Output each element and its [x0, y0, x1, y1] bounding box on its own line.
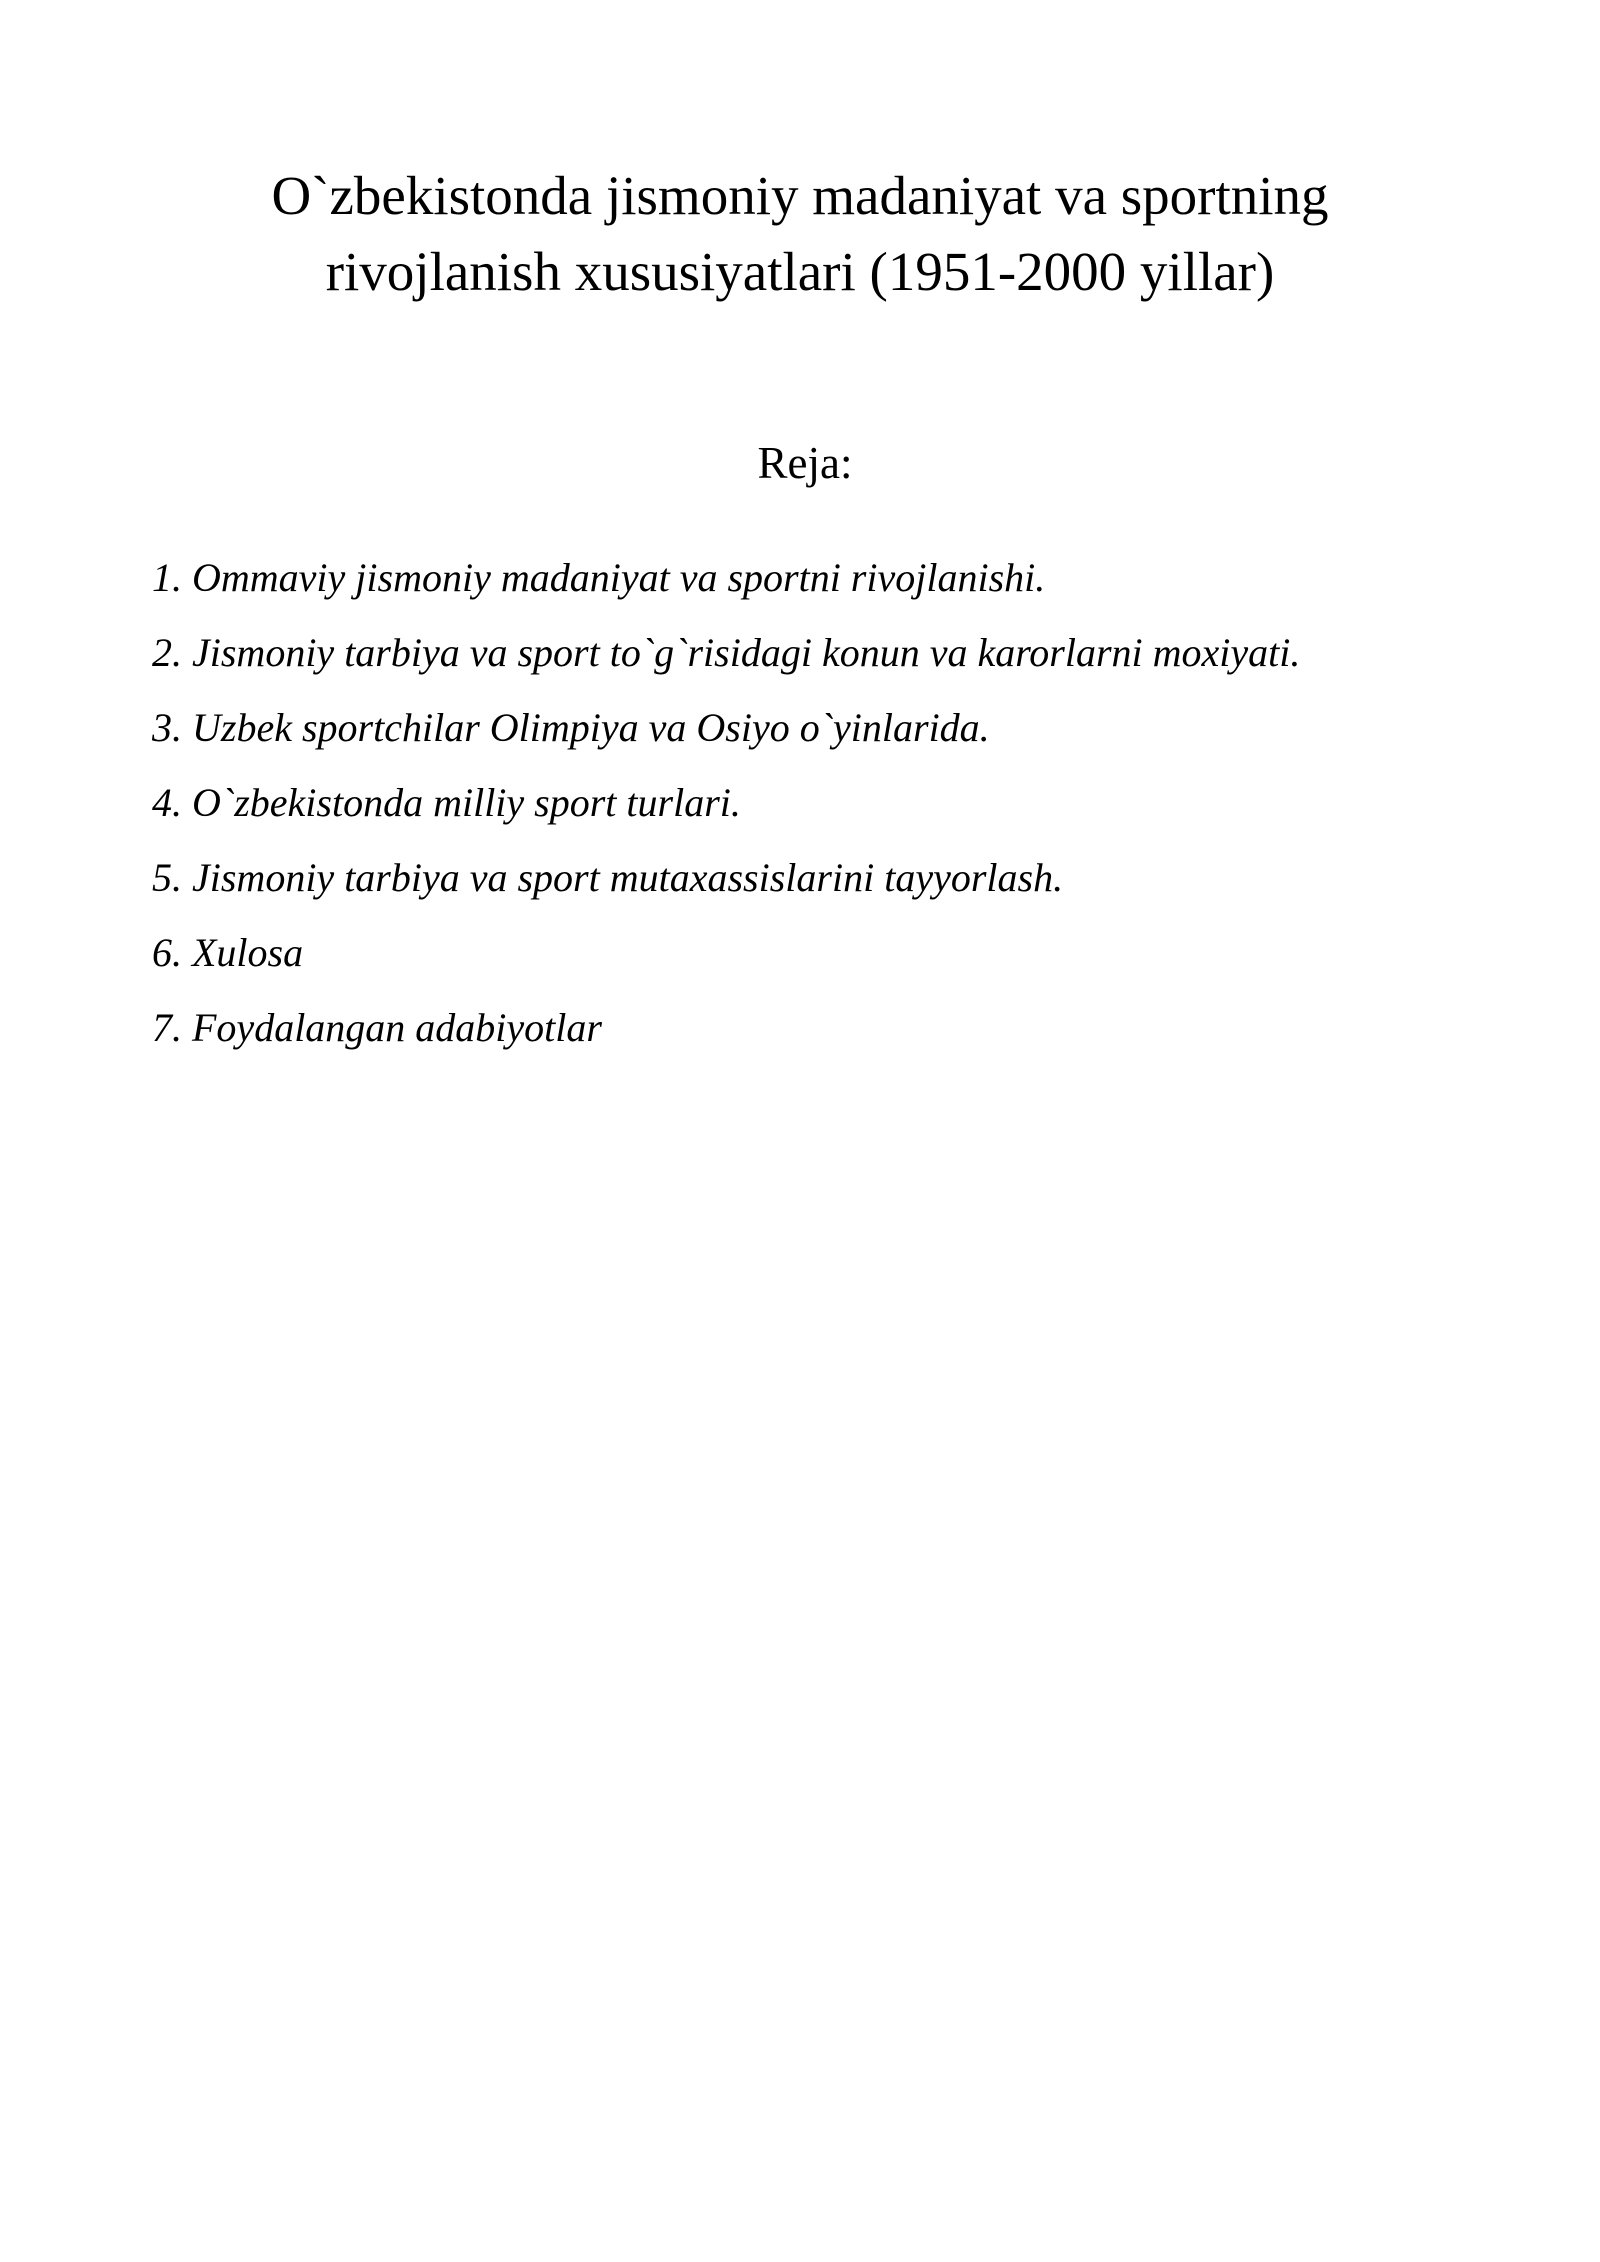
- plan-heading: Reja:: [757, 438, 853, 488]
- title-line-2: rivojlanish xususiyatlari (1951-2000 yillar): [325, 241, 1275, 302]
- plan-item: 5. Jismoniy tarbiya va sport mutaxassislarini tayyorlash.: [152, 855, 1064, 900]
- plan-item: 3. Uzbek sportchilar Olimpiya va Osiyo o`yinlarida.: [152, 705, 990, 750]
- plan-item: 6. Xulosa: [152, 930, 304, 975]
- plan-item: 7. Foydalangan adabiyotlar: [152, 1005, 602, 1050]
- plan-item: 4. O`zbekistonda milliy sport turlari.: [152, 780, 741, 825]
- title-line-1: O`zbekistonda jismoniy madaniyat va sportning: [271, 165, 1329, 226]
- document-title: [0, 158, 1600, 310]
- plan-item: 1. Ommaviy jismoniy madaniyat va sportni rivojlanishi.: [152, 555, 1046, 600]
- plan-item: 2. Jismoniy tarbiya va sport to`g`risidagi konun va karorlarni moxiyati.: [152, 630, 1301, 675]
- plan-list: [152, 540, 1300, 1065]
